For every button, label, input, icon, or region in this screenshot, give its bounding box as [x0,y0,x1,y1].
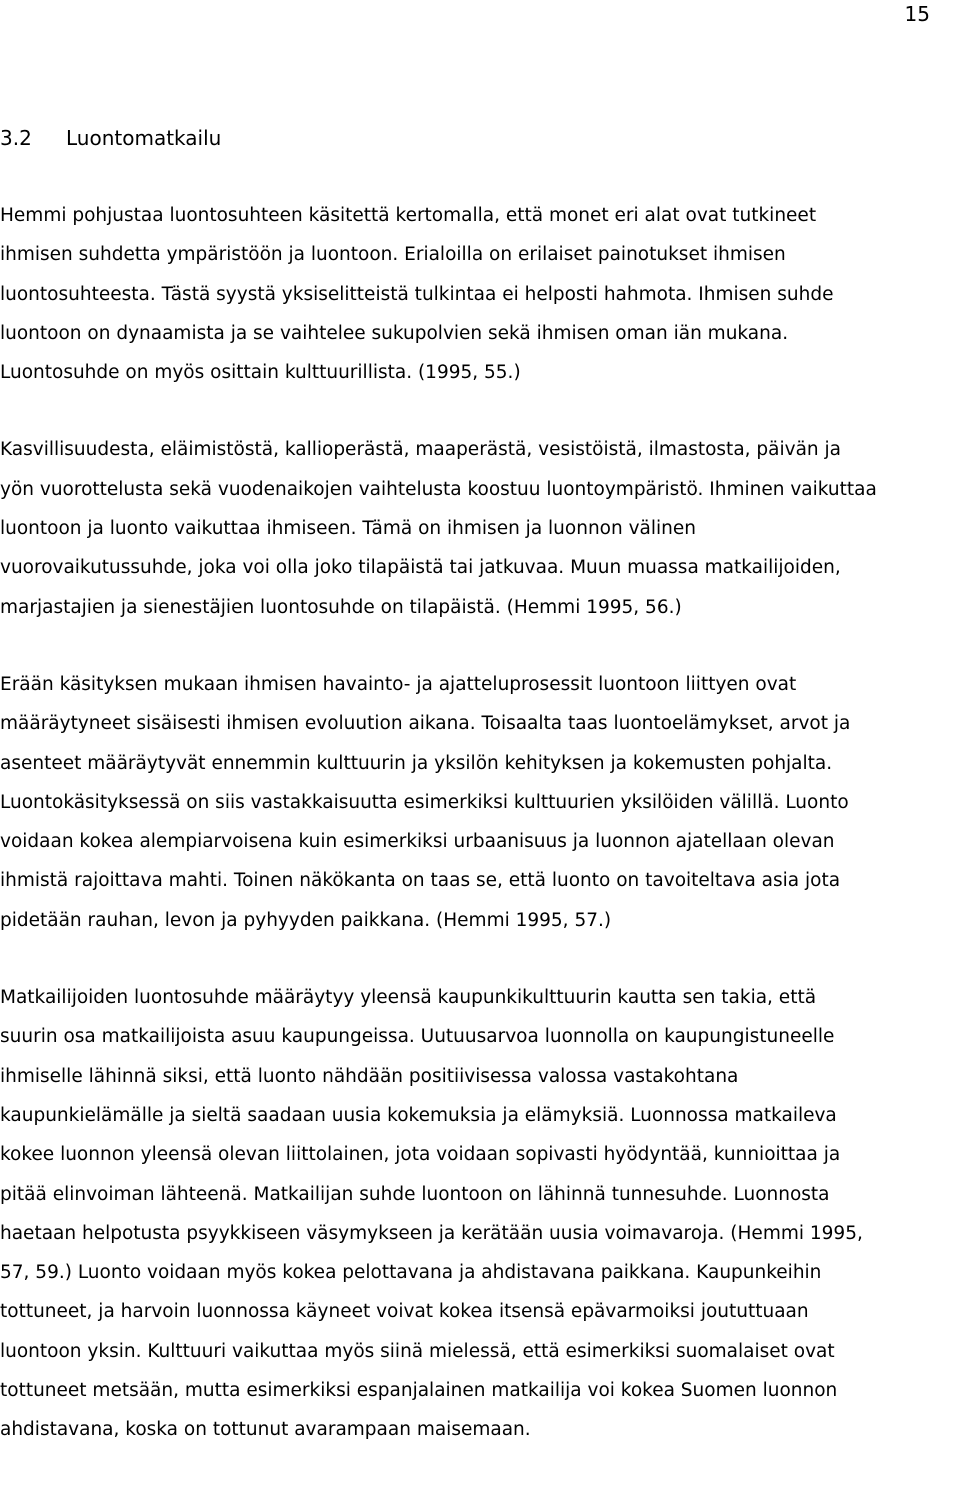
text-line: tottuneet metsään, mutta esimerkiksi espanjalainen matkailija voi kokea Suomen luonnon [0,1380,838,1402]
text-line: määräytyneet sisäisesti ihmisen evoluution aikana. Toisaalta taas luontoelämykset, arvot ja [0,713,851,735]
text-line: pitää elinvoiman lähteenä. Matkailijan suhde luontoon on lähinnä tunnesuhde. Luonnosta [0,1183,830,1205]
text-line: luontosuhteesta. Tästä syystä yksiselitteistä tulkintaa ei helposti hahmota. Ihmisen suhde [0,283,834,305]
page-number: 15 [904,2,930,26]
paragraph-luontokasitys [0,665,960,940]
section-number: 3.2 [0,126,32,150]
text-line: marjastajien ja sienestäjien luontosuhde on tilapäistä. (Hemmi 1995, 56.) [0,596,682,618]
section-title: Luontomatkailu [66,126,222,150]
text-line: 57, 59.) Luonto voidaan myös kokea pelottavana ja ahdistavana paikkana. Kaupunkeihin [0,1262,822,1284]
text-line: Hemmi pohjustaa luontosuhteen käsitettä kertomalla, että monet eri alat ovat tutkineet [0,205,817,226]
paragraph-luontoymparisto [0,430,960,626]
text-line: ihmiselle lähinnä siksi, että luonto nähdään positiivisessa valossa vastakohtana [0,1065,739,1087]
text-line: yön vuorottelusta sekä vuodenaikojen vaihtelusta koostuu luontoympäristö. Ihminen vaikuttaa [0,478,877,500]
text-line: asenteet määräytyvät ennemmin kulttuurin ja yksilön kehityksen ja kokemusten pohjalta. [0,752,833,774]
text-line: Matkailijoiden luontosuhde määräytyy yleensä kaupunkikulttuurin kautta sen takia, että [0,987,817,1009]
text-line: kaupunkielämälle ja sieltä saadaan uusia kokemuksia ja elämyksiä. Luonnossa matkaileva [0,1104,837,1126]
paragraph-matkailijat [0,978,960,1450]
text-line: luontoon on dynaamista ja se vaihtelee sukupolvien sekä ihmisen oman iän mukana. [0,322,789,344]
text-line: vuorovaikutussuhde, joka voi olla joko tilapäistä tai jatkuvaa. Muun muassa matkailijoiden, [0,557,841,579]
text-line: luontoon yksin. Kulttuuri vaikuttaa myös siinä mielessä, että esimerkiksi suomalaiset ovat [0,1340,835,1362]
text-line: luontoon ja luonto vaikuttaa ihmiseen. Tämä on ihmisen ja luonnon välinen [0,518,696,540]
body-text [0,196,960,1488]
text-line: pidetään rauhan, levon ja pyhyyden paikkana. (Hemmi 1995, 57.) [0,909,612,931]
text-line: haetaan helpotusta psyykkiseen väsymykseen ja kerätään uusia voimavaroja. (Hemmi 1995, [0,1222,863,1244]
text-line: tottuneet, ja harvoin luonnossa käyneet voivat kokea itsensä epävarmoiksi joututtuaan [0,1301,809,1323]
paragraph-luontosuhde [0,196,960,392]
text-line: ihmisen suhdetta ympäristöön ja luontoon. Erialoilla on erilaiset painotukset ihmisen [0,244,786,266]
text-line: Erään käsityksen mukaan ihmisen havainto- ja ajatteluprosessit luontoon liittyen ovat [0,673,797,695]
section-heading [0,126,221,150]
text-line: ihmistä rajoittava mahti. Toinen näkökanta on taas se, että luonto on tavoiteltava asia jota [0,870,841,892]
text-line: Luontosuhde on myös osittain kulttuurillista. (1995, 55.) [0,362,521,384]
text-line: voidaan kokea alempiarvoisena kuin esimerkiksi urbaanisuus ja luonnon ajatellaan olevan [0,831,835,853]
text-line: suurin osa matkailijoista asuu kaupungeissa. Uutuusarvoa luonnolla on kaupungistuneelle [0,1026,835,1048]
text-line: kokee luonnon yleensä olevan liittolainen, jota voidaan sopivasti hyödyntää, kunnioittaa ja [0,1144,841,1166]
text-line: ahdistavana, koska on tottunut avarampaan maisemaan. [0,1419,531,1441]
text-line: Luontokäsityksessä on siis vastakkaisuutta esimerkiksi kulttuurien yksilöiden välillä. Luonto [0,791,849,813]
text-line: Kasvillisuudesta, eläimistöstä, kallioperästä, maaperästä, vesistöistä, ilmastosta, päivän ja [0,439,842,461]
